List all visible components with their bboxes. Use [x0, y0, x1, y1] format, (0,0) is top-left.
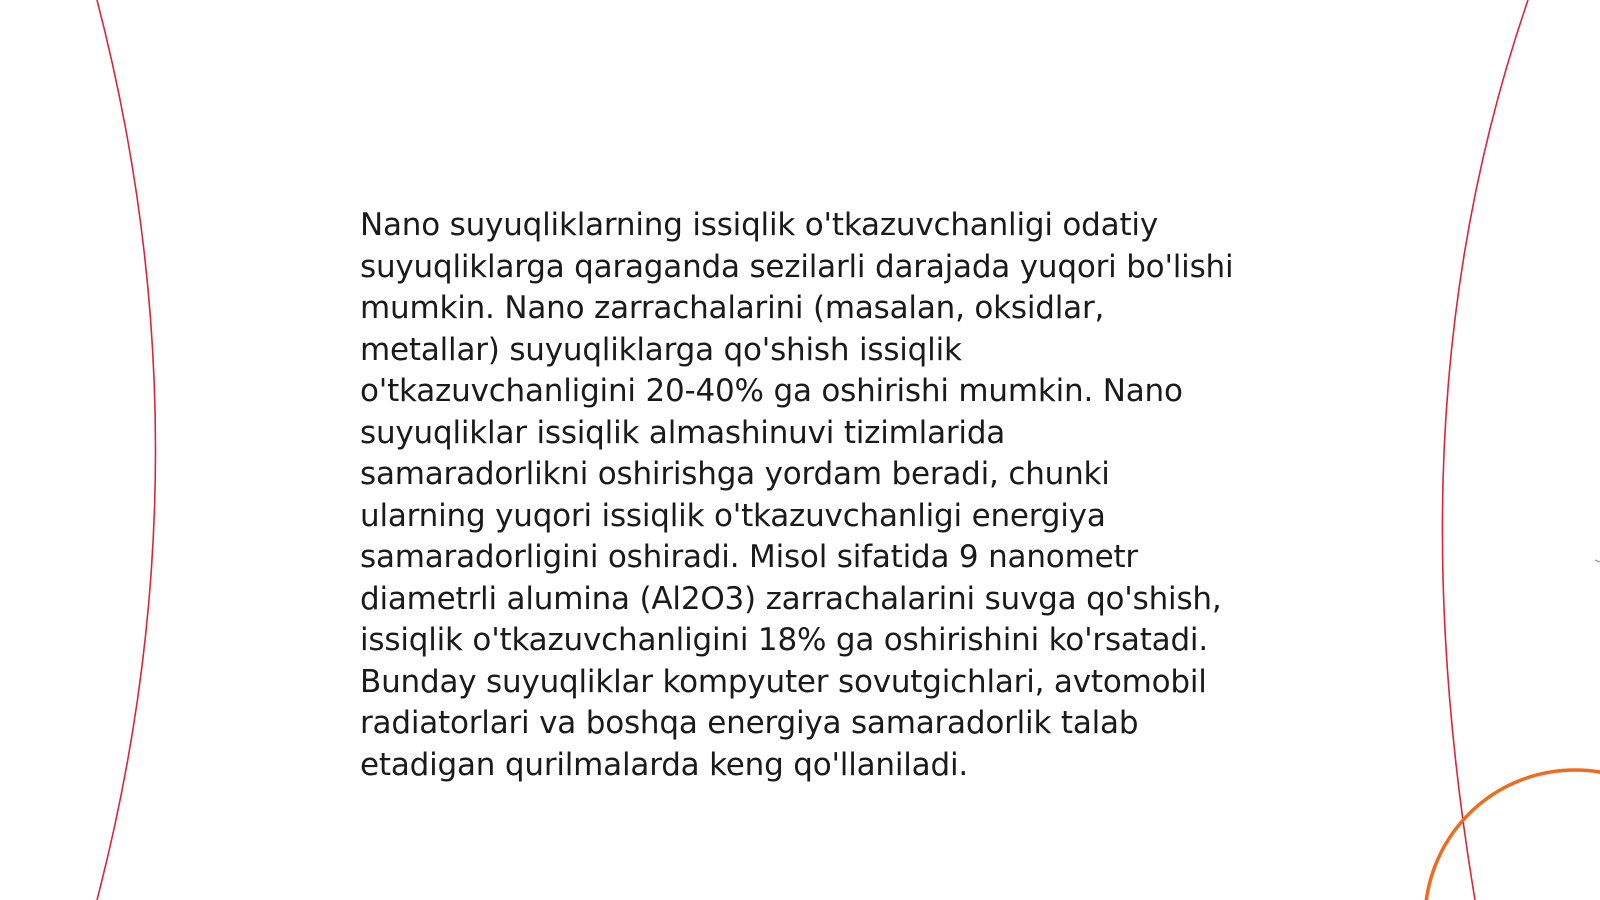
right-arc-decoration: [1442, 0, 1528, 900]
small-arrow-mark: [1595, 560, 1600, 562]
slide-body-text: Nano suyuqliklarning issiqlik o'tkazuvchanligi odatiy suyuqliklarga qaraganda sezilarli darajada yuqori bo'lishi mumkin. Nano zarrachalarini (masalan, oksidlar, metallar) suyuqliklarga qo'shish issiqlik o'tkazuvchanligini 20-40% ga oshirishi mumkin. Nano suyuqliklar issiqlik almashinuvi tizimlarida samaradorlikni oshirishga yordam beradi, chunki ularning yuqori issiqlik o'tkazuvchanligi energiya samaradorligini oshiradi. Misol sifatida 9 nanometr diametrli alumina (Al2O3) zarrachalarini suvga qo'shish, issiqlik o'tkazuvchanligini 18% ga oshirishini ko'rsatadi. Bunday suyuqliklar kompyuter sovutgichlari, avtomobil radiatorlari va boshqa energiya samaradorlik talab etadigan qurilmalarda keng qo'llaniladi.: [360, 207, 1234, 783]
orange-circle-decoration: [1425, 770, 1600, 900]
left-arc-decoration: [97, 0, 156, 900]
